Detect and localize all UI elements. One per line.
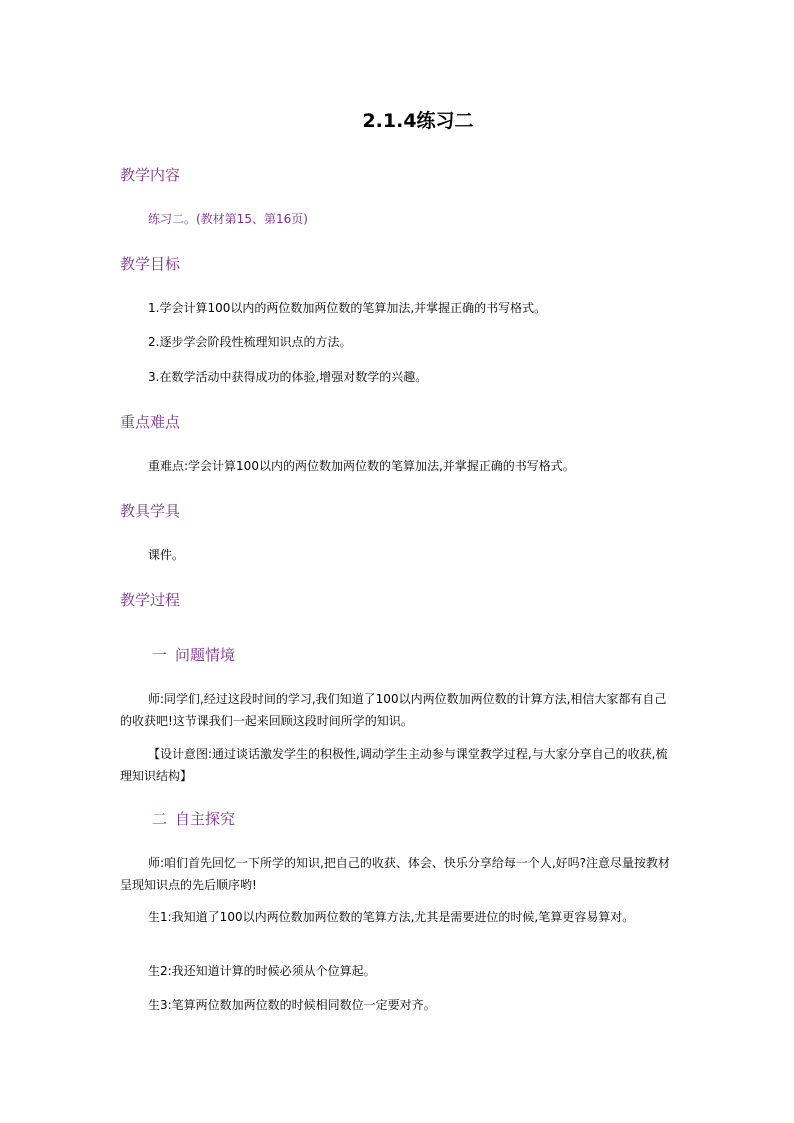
goal-item-2: 2.逐步学会阶段性梳理知识点的方法。 bbox=[148, 335, 352, 349]
heading-teaching-content: 教学内容 bbox=[120, 166, 181, 184]
subheading-self-exploration bbox=[152, 808, 235, 829]
tools-text: 课件。 bbox=[148, 548, 185, 562]
teaching-content-text: 练习二。(教材第15、第16页) bbox=[148, 212, 308, 226]
process-part2-paragraph-3: 生2:我还知道计算的时候必须从个位算起。 bbox=[148, 964, 376, 978]
goal-item-1: 1.学会计算100以内的两位数加两位数的笔算加法,并掌握正确的书写格式。 bbox=[148, 301, 547, 315]
subheading-title: 自主探究 bbox=[175, 810, 236, 828]
process-part2-paragraph-2: 生1:我知道了100以内两位数加两位数的笔算方法,尤其是需要进位的时候,笔算更容易算对。 bbox=[148, 910, 635, 924]
design-intent-note: 【设计意图:通过谈话激发学生的积极性,调动学生主动参与课堂教学过程,与大家分享自己的收获,梳理知识结构】 bbox=[120, 747, 668, 783]
heading-teaching-goals: 教学目标 bbox=[120, 255, 181, 273]
process-part2-paragraph-1: 师:咱们首先回忆一下所学的知识,把自己的收获、体会、快乐分享给每一个人,好吗?注意尽量按教材呈现知识点的先后顺序哟! bbox=[120, 856, 671, 892]
subheading-number: 一 bbox=[152, 646, 168, 664]
goal-item-3: 3.在数学活动中获得成功的体验,增强对数学的兴趣。 bbox=[148, 370, 428, 384]
subheading-problem-situation bbox=[152, 644, 235, 665]
page-title: 2.1.4练习二 bbox=[362, 110, 474, 132]
process-part2-paragraph-4: 生3:笔算两位数加两位数的时候相同数位一定要对齐。 bbox=[148, 998, 436, 1012]
key-points-text: 重难点:学会计算100以内的两位数加两位数的笔算加法,并掌握正确的书写格式。 bbox=[148, 459, 575, 473]
process-part1-paragraph-1: 师:同学们,经过这段时间的学习,我们知道了100以内两位数加两位数的计算方法,相信大家都有自己的收获吧!这节课我们一起来回顾这段时间所学的知识。 bbox=[120, 692, 667, 728]
subheading-title: 问题情境 bbox=[175, 646, 236, 664]
heading-key-points: 重点难点 bbox=[120, 413, 181, 431]
heading-tools: 教具学具 bbox=[120, 502, 181, 520]
heading-teaching-process: 教学过程 bbox=[120, 591, 181, 609]
subheading-number: 二 bbox=[152, 810, 168, 828]
